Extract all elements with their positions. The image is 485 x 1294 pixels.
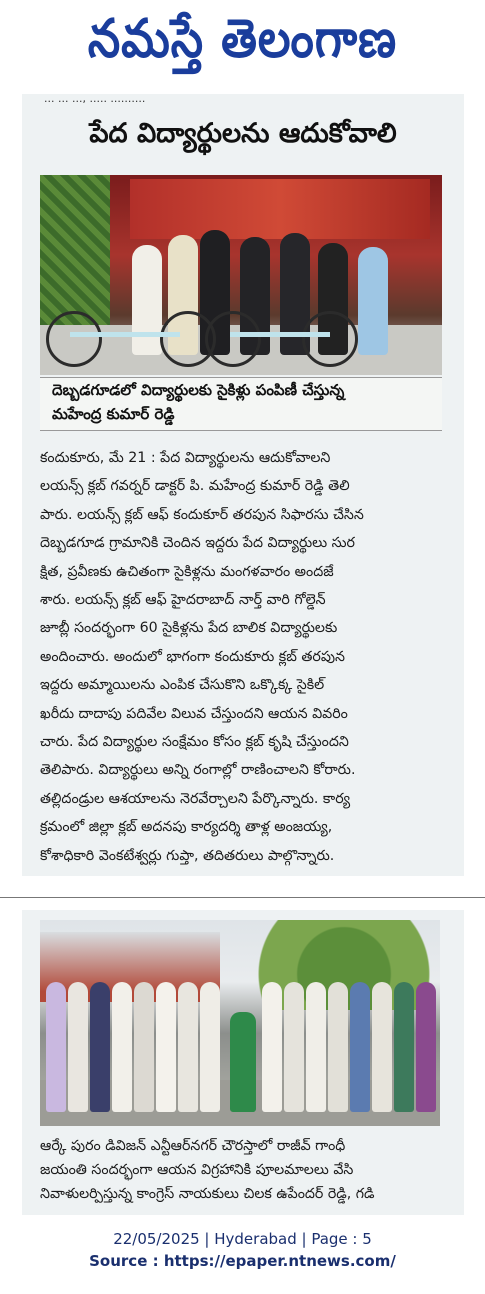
body-line: అందించారు. అందులో భాగంగా కందుకూరు క్లబ్ తరపున [40, 648, 345, 665]
statue-tribute-photo [40, 920, 440, 1126]
caption-line: జయంతి సందర్భంగా ఆయన విగ్రహానికి పూలమాలలు వేసి [40, 1162, 354, 1178]
person [350, 982, 370, 1112]
source-link[interactable]: Source : https://epaper.ntnews.com/ [89, 1252, 396, 1270]
body-line: తెలిపారు. విద్యార్థులు అన్ని రంగాల్లో రాణించాలని కోరారు. [40, 762, 356, 779]
person [416, 982, 436, 1112]
person [68, 982, 88, 1112]
body-line: చారు. పేద విద్యార్థుల సంక్షేమం కోసం క్లబ్ కృషి చేస్తుందని [40, 734, 349, 751]
body-line: క్షిత, ప్రవీణకు ఉచితంగా సైకిళ్లను మంగళవారం అందజే [40, 563, 334, 580]
person [134, 982, 154, 1112]
body-line: జూబ్లీ సందర్భంగా 60 సైకిళ్లను పేద బాలిక విద్యార్థులకు [40, 620, 338, 637]
edition-info: 22/05/2025 | Hyderabad | Page : 5 [113, 1230, 372, 1248]
caption-line: నివాళులర్పిస్తున్న కాంగ్రెస్ నాయకులు చిలక ఉపేందర్ రెడ్డి, గడి [40, 1186, 375, 1202]
body-line: తల్లిదండ్రుల ఆశయాలను నెరవేర్చాలని పేర్కొన్నారు. కార్య [40, 790, 351, 807]
bicycle-frame [230, 332, 330, 337]
bicycle-distribution-photo [40, 175, 442, 375]
person [328, 982, 348, 1112]
cut-off-text-line: ... ... ..., ..... .......... [44, 94, 146, 105]
plant-decor [40, 175, 110, 325]
person [132, 245, 162, 355]
caption-line: దెబ్బడగూడలో విద్యార్థులకు సైకిళ్లు పంపిణీ చేస్తున్న [52, 381, 345, 399]
masthead-title: నమస్తే తెలంగాణ [87, 7, 398, 70]
statue-pedestal [230, 1012, 256, 1112]
bicycle-wheel [205, 311, 261, 367]
page-footer [0, 1228, 485, 1272]
person [156, 982, 176, 1112]
body-line: ఖరీదు దాదాపు పదివేల విలువ చేస్తుందని ఆయన వివరిం [40, 705, 348, 722]
person [358, 247, 388, 355]
article-clipping-2 [22, 910, 464, 1215]
body-line: శారు. లయన్స్ క్లబ్ ఆఫ్ హైదరాబాద్ నార్త్ వారి గోల్డెన్ [40, 592, 326, 609]
body-line: కోశాధికారి వెంకటేశ్వర్లు గుప్తా, తదితరులు పాల్గొన్నారు. [40, 847, 335, 864]
article-clipping-1 [22, 94, 464, 876]
person [284, 982, 304, 1112]
person [200, 982, 220, 1112]
body-line: దెబ్బడగూడ గ్రామానికి చెందిన ఇద్దరు పేద విద్యార్థులు సుర [40, 535, 355, 552]
body-line: లయన్స్ క్లబ్ గవర్నర్ డాక్టర్ పి. మహేంద్ర కుమార్ రెడ్డి తెలి [40, 478, 350, 495]
event-banner [130, 179, 430, 239]
photo-caption [40, 1134, 446, 1206]
person [46, 982, 66, 1112]
section-divider [0, 897, 485, 898]
caption-line: ఆర్కే పురం డివిజన్ ఎన్టీఆర్‌నగర్ చౌరస్తాలో రాజీవ్ గాంధీ [40, 1138, 346, 1154]
person [90, 982, 110, 1112]
person [112, 982, 132, 1112]
person [178, 982, 198, 1112]
body-line: ఇద్దరు అమ్మాయిలను ఎంపిక చేసుకొని ఒక్కొక్క సైకిల్ [40, 677, 325, 694]
bicycle-wheel [46, 311, 102, 367]
bicycle-wheel [302, 311, 358, 367]
person [306, 982, 326, 1112]
article-headline: పేద విద్యార్థులను ఆదుకోవాలి [89, 118, 397, 149]
caption-line: మహేంద్ర కుమార్ రెడ్డి [52, 405, 175, 423]
photo-caption [40, 377, 442, 431]
body-line: కందుకూరు, మే 21 : పేద విద్యార్థులను ఆదుకోవాలని [40, 450, 331, 466]
person [372, 982, 392, 1112]
masthead [0, 0, 485, 90]
person [394, 982, 414, 1112]
body-line: క్రమంలో జిల్లా క్లబ్ అదనపు కార్యదర్శి తాళ్ల అంజయ్య, [40, 819, 333, 836]
article-body [40, 444, 446, 870]
body-line: పారు. లయన్స్ క్లబ్ ఆఫ్ కందుకూర్ తరపున సిఫారసు చేసిన [40, 506, 364, 523]
person [262, 982, 282, 1112]
bicycle-frame [70, 332, 180, 337]
